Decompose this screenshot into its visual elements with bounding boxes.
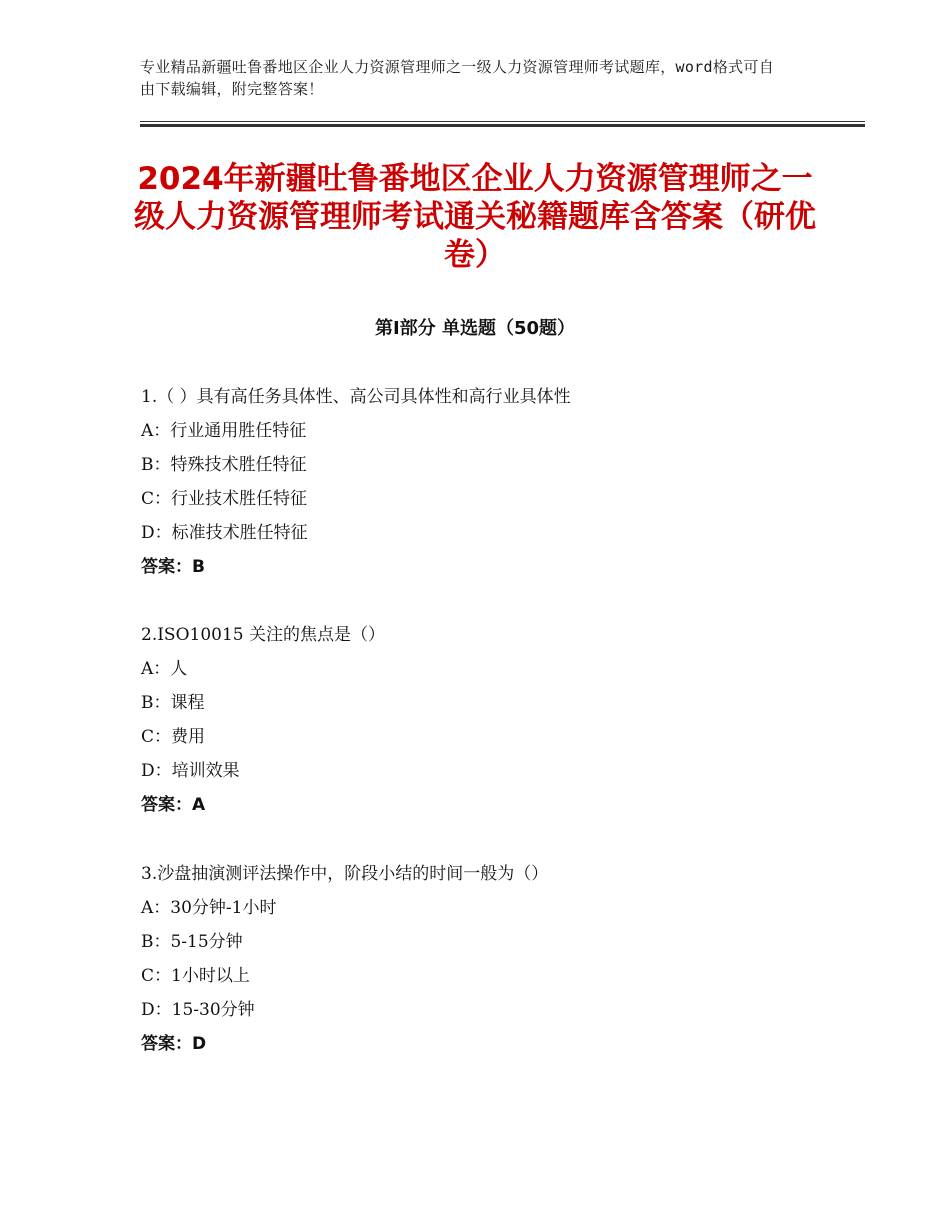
- question-stem: 2.ISO10015 关注的焦点是（）: [141, 625, 386, 645]
- question-stem: 1.（ ）具有高任务具体性、高公司具体性和高行业具体性: [141, 387, 571, 407]
- answer: 答案：B: [141, 557, 205, 577]
- header-divider-thin: [140, 121, 865, 122]
- section-heading: 第Ⅰ部分 单选题（50题）: [374, 318, 575, 339]
- option-a: A：人: [141, 659, 188, 679]
- question-stem: 3.沙盘抽演测评法操作中，阶段小结的时间一般为（）: [141, 864, 549, 884]
- question-2: [141, 618, 841, 822]
- option-b: B：课程: [141, 693, 205, 713]
- option-d: D：15-30分钟: [141, 1000, 255, 1020]
- option-c: C：1小时以上: [141, 966, 250, 986]
- option-c: C：费用: [141, 727, 206, 747]
- option-d: D：标准技术胜任特征: [141, 523, 308, 543]
- option-c: C：行业技术胜任特征: [141, 489, 308, 509]
- option-a: A：行业通用胜任特征: [141, 421, 307, 441]
- header-note: 专业精品新疆吐鲁番地区企业人力资源管理师之一级人力资源管理师考试题库，word格式可自由下载编辑，附完整答案！: [140, 58, 775, 98]
- header-divider-thick: [140, 124, 865, 127]
- answer: 答案：A: [141, 795, 206, 815]
- option-a: A：30分钟-1小时: [141, 898, 277, 918]
- answer: 答案：D: [141, 1034, 207, 1054]
- document-title: 2024年新疆吐鲁番地区企业人力资源管理师之一级人力资源管理师考试通关秘籍题库含答案（研优卷）: [134, 161, 816, 273]
- option-b: B：5-15分钟: [141, 932, 243, 952]
- question-3: [141, 857, 841, 1061]
- question-1: [141, 380, 841, 584]
- option-b: B：特殊技术胜任特征: [141, 455, 307, 475]
- option-d: D：培训效果: [141, 761, 240, 781]
